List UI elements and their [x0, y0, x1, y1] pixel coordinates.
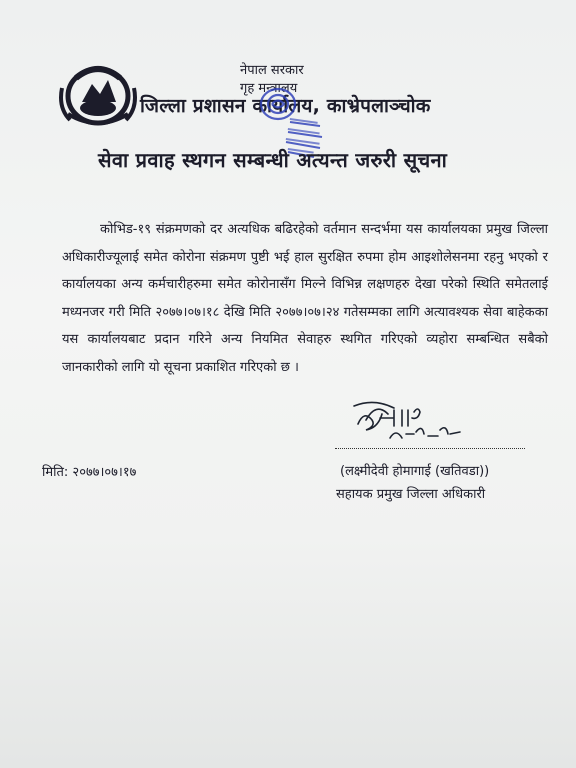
notice-paragraph: कोभिड-१९ संक्रमणको दर अत्यधिक बढिरहेको वर्तमान सन्दर्भमा यस कार्यालयका प्रमुख जिल्ला अधिकारीज्यूलाई समेत कोरोना संक्रमण पुष्टी भई हाल सुरक्षित रुपमा होम आइशोलेसनमा रहनु भएको र कार्यालयका अन्य कर्मचारीहरुमा समेत कोरोनासँग मिल्ने विभिन्न लक्षणहरु देखा परेको स्थिति समेतलाई मध्यनजर गरी मिति २०७७।०७।१८ देखि मिति २०७७।०७।२४ गतेसम्मका लागि अत्यावश्यक सेवा बाहेकका यस कार्यालयबाट प्रदान गरिने अन्य नियमित सेवाहरु स्थगित गरिएको व्यहोरा सम्बन्धित सबैको जानकारीको लागि यो सूचना प्रकाशित गरिएको छ ।	[62, 222, 548, 375]
government-name: नेपाल सरकार	[240, 63, 304, 78]
notice-title: सेवा प्रवाह स्थगन सम्बन्धी अत्यन्त जरुरी सूचना	[98, 148, 448, 172]
notice-body	[62, 216, 548, 381]
office-name: जिल्ला प्रशासन कार्यालय, काभ्रेपलाञ्चोक	[140, 95, 431, 117]
nepal-government-emblem	[58, 58, 138, 130]
signatory-designation: सहायक प्रमुख जिल्ला अधिकारी	[336, 487, 486, 502]
signature	[352, 398, 482, 450]
notice-date: मिति: २०७७।०७।१७	[42, 465, 137, 480]
ministry-name: गृह मन्त्रालय	[240, 81, 298, 96]
signature-line	[335, 448, 525, 449]
signatory-name: (लक्ष्मीदेवी होमागाई (खतिवडा))	[340, 464, 490, 479]
